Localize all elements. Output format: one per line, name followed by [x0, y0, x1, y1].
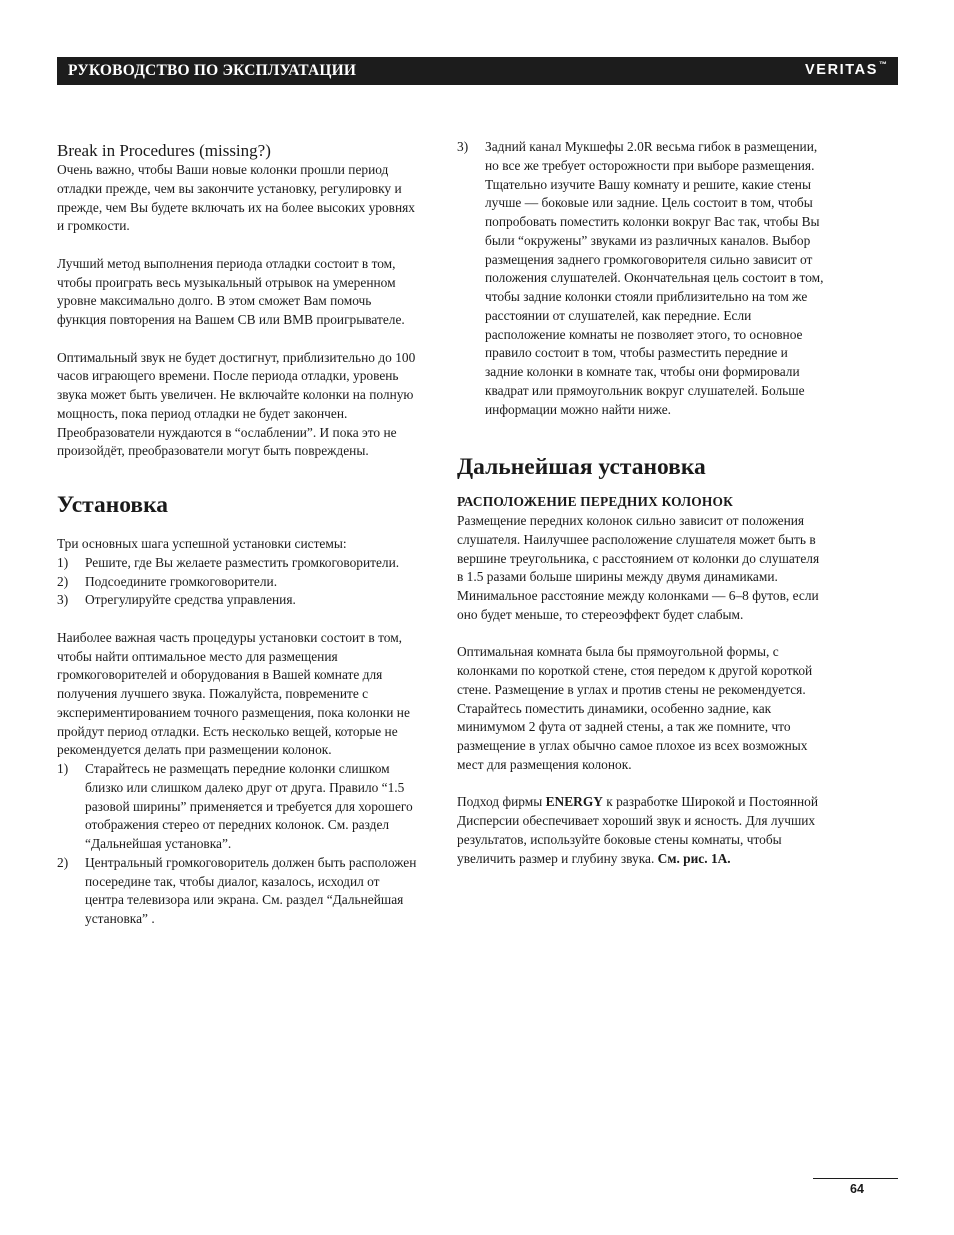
brand-logo	[805, 62, 887, 78]
step-text: Подсоедините громкоговорители.	[85, 573, 278, 589]
install-step	[57, 591, 417, 610]
placement-tip	[57, 760, 417, 854]
tip-text: Старайтесь не размещать передние колонки слишком близко или слишком далеко друг от друга. Правило “1.5 разовой ширины” применяется и требуется для хорошего отображения стерео от передних колонок. См. раздел “Дальнейшая установка”.	[85, 761, 413, 851]
break-in-paragraph-2: Лучший метод выполнения периода отладки состоит в том, чтобы проиграть весь музыкальный отрывок на умеренном уровне максимально долго. В этом сможет Вам помочь функция повторения на Вашем CB или BMB проигрывателе.	[57, 255, 405, 327]
left-column	[57, 140, 417, 929]
trademark-mark: ™	[879, 60, 887, 69]
page-number: 64	[850, 1182, 864, 1196]
step-number: 2)	[57, 573, 69, 589]
break-in-title: Break in Procedures (missing?)	[57, 141, 271, 160]
break-in-paragraph-1: Очень важно, чтобы Ваши новые колонки прошли период отладки прежде, чем вы закончите установку, регулировку и прежде, чем Вы будете включать их на более высоких уровнях и громкости.	[57, 162, 415, 234]
front-paragraph-1: Размещение передних колонок сильно зависит от положения слушателя. Наилучшее расположение слушателя может быть в вершине треугольника, с расстоянием от колонки до слушателя в 1.5 разами больше ширины между двумя динамиками. Минимальное расстояние между колонками — 6–8 футов, если оно будет меньше, то стереоэффект будет слабым.	[457, 513, 820, 622]
placement-paragraph: Наиболее важная часть процедуры установки состоит в том, чтобы найти оптимальное место для размещения громкоговорителей и оборудования в Вашей комнате для получения лучшего звука. Пожалуйста, повремените с экспериментированием точного размещения, пока колонки не пройдут период отладки. Есть несколько вещей, которые не рекомендуется делать при размещении колонок.	[57, 629, 410, 758]
energy-text-a: Подход фирмы	[457, 794, 546, 810]
front-speakers-subhead: РАСПОЛОЖЕНИЕ ПЕРЕДНИХ КОЛОНОК	[457, 494, 734, 510]
header-bar	[57, 57, 898, 85]
tip-text: Центральный громкоговоритель должен быть расположен посередине так, чтобы диалог, казалось, исходил от центра телевизора или экрана. См. раздел “Дальнейшая установка” .	[85, 854, 417, 926]
break-in-paragraph-3: Оптимальный звук не будет достигнут, приблизительно до 100 часов играющего времени. После периода отладки, уровень звука может быть увеличен. Не включайте колонки на полную мощность, пока период отладки не будет закончен. Преобразователи нуждаются в “ослаблении”. И пока это не произойдёт, преобразователи могут быть повреждены.	[57, 349, 416, 459]
step-text: Отрегулируйте средства управления.	[85, 592, 296, 608]
step-number: 3)	[57, 592, 69, 608]
placement-tip	[457, 138, 827, 419]
placement-tips-list	[57, 760, 417, 929]
footer-divider	[813, 1178, 898, 1179]
tip-number: 1)	[57, 761, 69, 776]
tip-text: Задний канал Мукшефы 2.0R весьма гибок в размещении, но все же требует осторожности при выборе размещения. Тщательно изучите Вашу комнату и решите, какие стены лучше — боковые или задние. Цель состоит в том, чтобы попробовать поместить колонки вокруг Вас так, чтобы Вы были “окружены” звуками из различных каналов. Выбор размещения заднего громкоговорителя сильно зависит от положения слушателей. Окончательная цель состоит в том, чтобы задние колонки стояли приблизительно на том же расстоянии от слушателей, как передние. Если расположение комнаты не позволяет этого, то основное правило состоит в том, чтобы разместить передние и задние колонки в комнате так, чтобы они формировали квадрат или прямоугольник вокруг слушателей. Больше информации можно найти ниже.	[485, 139, 824, 417]
tip-number: 2)	[57, 854, 69, 870]
energy-brand: ENERGY	[545, 794, 603, 810]
brand-name: VERITAS	[805, 62, 878, 78]
energy-text-b: к разработке Широкой и Постоянной Дисперсии обеспечивает хороший звук и ясность. Для лучших результатов, используйте боковые стены комнаты, чтобы увеличить размер и глубину звука.	[457, 794, 819, 866]
install-steps-list	[57, 554, 417, 610]
front-paragraph-3	[457, 793, 827, 868]
step-text: Решите, где Вы желаете разместить громкоговорители.	[85, 554, 400, 570]
install-heading: Установка	[57, 492, 169, 518]
further-install-heading: Дальнейшая установка	[457, 454, 706, 481]
install-intro: Три основных шага успешной установки системы:	[57, 536, 347, 551]
tip-number: 3)	[457, 139, 469, 154]
figure-reference: См. рис. 1A.	[657, 850, 731, 866]
step-number: 1)	[57, 554, 69, 570]
install-step	[57, 573, 417, 592]
placement-tip	[57, 854, 417, 929]
front-paragraph-2: Оптимальная комната была бы прямоугольной формы, с колонками по короткой стене, стоя передом к другой короткой стене. Размещение в углах и против стены не рекомендуется. Старайтесь поместить динамики, особенно задние, как минимумом 2 фута от задней стены, а так же помните, что размещение в углах обычно самое плохое из всех возможных мест для размещения колонок.	[457, 644, 813, 772]
manual-title: РУКОВОДСТВО ПО ЭКСПЛУАТАЦИИ	[68, 62, 357, 79]
install-step	[57, 554, 417, 573]
right-column	[457, 138, 827, 868]
